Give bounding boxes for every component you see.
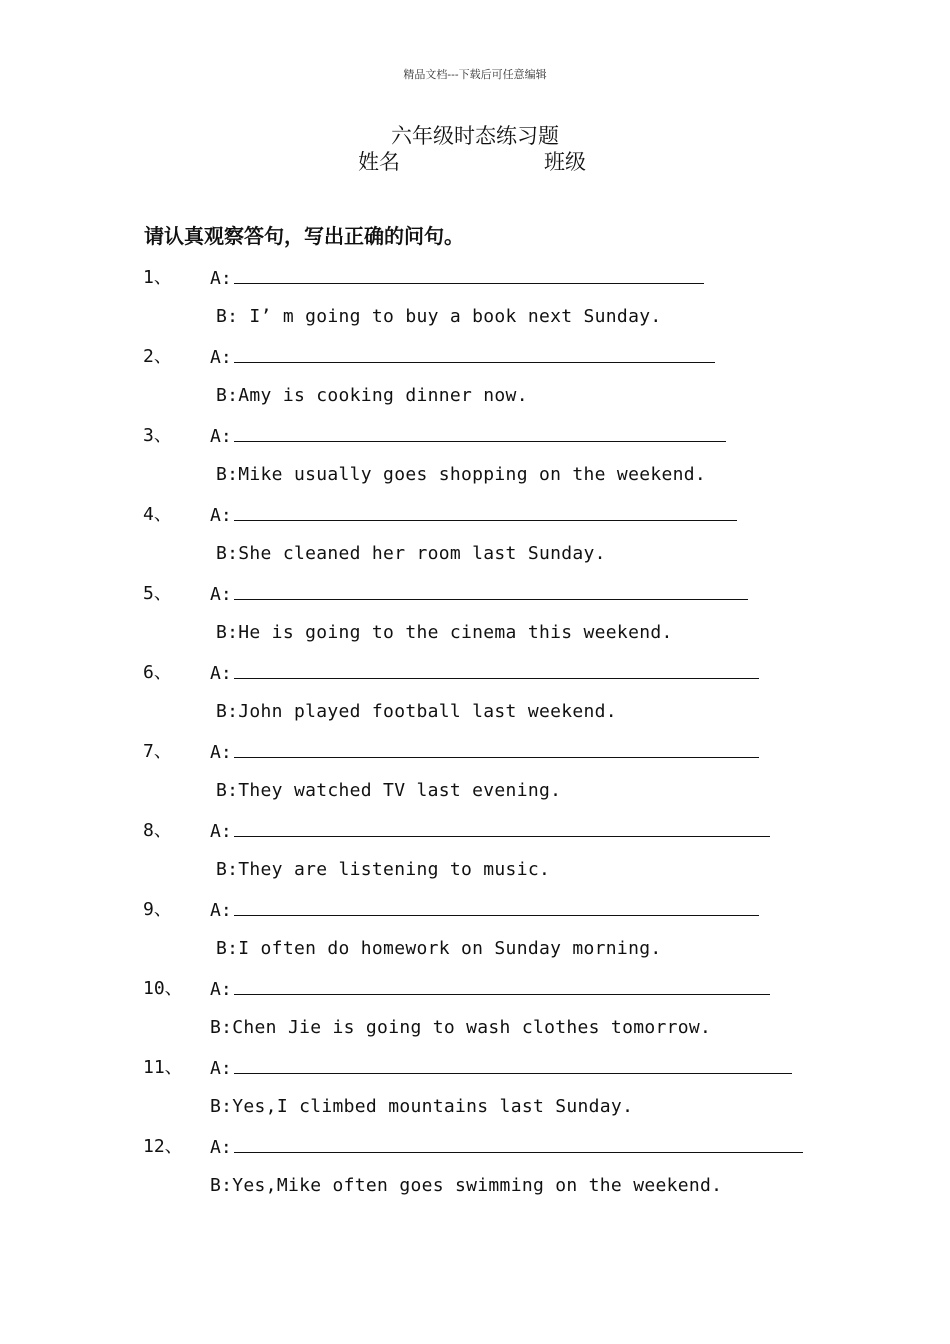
given-answer: B:Chen Jie is going to wash clothes tomorrow. — [210, 1017, 712, 1038]
answer-prefix: A: — [210, 1058, 232, 1079]
answer-blank[interactable] — [234, 897, 759, 916]
given-answer: B:John played football last weekend. — [216, 701, 617, 722]
answer-line[interactable] — [210, 976, 770, 1003]
given-answer: B:Yes,I climbed mountains last Sunday. — [210, 1096, 634, 1117]
answer-blank[interactable] — [234, 502, 737, 521]
question-number: 6、 — [143, 662, 172, 683]
question-item — [0, 344, 950, 423]
doc-title: 六年级时态练习题 — [391, 124, 559, 148]
question-item — [0, 897, 950, 976]
question-item — [0, 1055, 950, 1134]
question-number: 10、 — [143, 978, 183, 999]
answer-blank[interactable] — [234, 976, 770, 995]
given-answer: B:Amy is cooking dinner now. — [216, 385, 528, 406]
answer-line[interactable] — [210, 660, 759, 687]
answer-prefix: A: — [210, 900, 232, 921]
given-answer: B:They are listening to music. — [216, 859, 551, 880]
question-number: 2、 — [143, 346, 172, 367]
answer-prefix: A: — [210, 1137, 232, 1158]
answer-prefix: A: — [210, 426, 232, 447]
answer-line[interactable] — [210, 581, 748, 608]
answer-line[interactable] — [210, 739, 759, 766]
answer-line[interactable] — [210, 1134, 803, 1161]
given-answer: B:Mike usually goes shopping on the weekend. — [216, 464, 707, 485]
given-answer: B:Yes,Mike often goes swimming on the weekend. — [210, 1175, 723, 1196]
question-item — [0, 581, 950, 660]
answer-blank[interactable] — [234, 1055, 792, 1074]
question-number: 1、 — [143, 267, 172, 288]
given-answer: B:She cleaned her room last Sunday. — [216, 543, 606, 564]
question-item — [0, 265, 950, 344]
question-item — [0, 1134, 950, 1213]
answer-blank[interactable] — [234, 423, 726, 442]
answer-line[interactable] — [210, 897, 759, 924]
answer-blank[interactable] — [234, 1134, 803, 1153]
question-number: 7、 — [143, 741, 172, 762]
answer-blank[interactable] — [234, 344, 715, 363]
question-number: 5、 — [143, 583, 172, 604]
answer-line[interactable] — [210, 1055, 792, 1082]
answer-prefix: A: — [210, 979, 232, 1000]
answer-blank[interactable] — [234, 265, 704, 284]
name-class-row — [358, 148, 618, 176]
name-label: 姓名 — [358, 150, 400, 174]
answer-line[interactable] — [210, 265, 704, 292]
answer-prefix: A: — [210, 742, 232, 763]
class-label: 班级 — [544, 150, 586, 174]
question-item — [0, 660, 950, 739]
question-number: 3、 — [143, 425, 172, 446]
given-answer: B: I’ m going to buy a book next Sunday. — [216, 306, 662, 327]
question-item — [0, 502, 950, 581]
answer-blank[interactable] — [234, 818, 770, 837]
given-answer: B:They watched TV last evening. — [216, 780, 562, 801]
given-answer: B:He is going to the cinema this weekend. — [216, 622, 673, 643]
answer-prefix: A: — [210, 584, 232, 605]
answer-blank[interactable] — [234, 660, 759, 679]
answer-line[interactable] — [210, 423, 726, 450]
answer-blank[interactable] — [234, 739, 759, 758]
question-number: 8、 — [143, 820, 172, 841]
question-number: 9、 — [143, 899, 172, 920]
answer-prefix: A: — [210, 505, 232, 526]
question-number: 12、 — [143, 1136, 183, 1157]
answer-line[interactable] — [210, 344, 715, 371]
given-answer: B:I often do homework on Sunday morning. — [216, 938, 662, 959]
question-number: 4、 — [143, 504, 172, 525]
answer-prefix: A: — [210, 663, 232, 684]
question-item — [0, 976, 950, 1055]
answer-prefix: A: — [210, 347, 232, 368]
question-item — [0, 818, 950, 897]
answer-prefix: A: — [210, 821, 232, 842]
question-item — [0, 739, 950, 818]
answer-prefix: A: — [210, 268, 232, 289]
question-number: 11、 — [143, 1057, 183, 1078]
answer-line[interactable] — [210, 502, 737, 529]
answer-line[interactable] — [210, 818, 770, 845]
answer-blank[interactable] — [234, 581, 748, 600]
question-item — [0, 423, 950, 502]
instruction: 请认真观察答句，写出正确的问句。 — [144, 224, 464, 248]
header-note: 精品文档---下载后可任意编辑 — [403, 68, 547, 81]
